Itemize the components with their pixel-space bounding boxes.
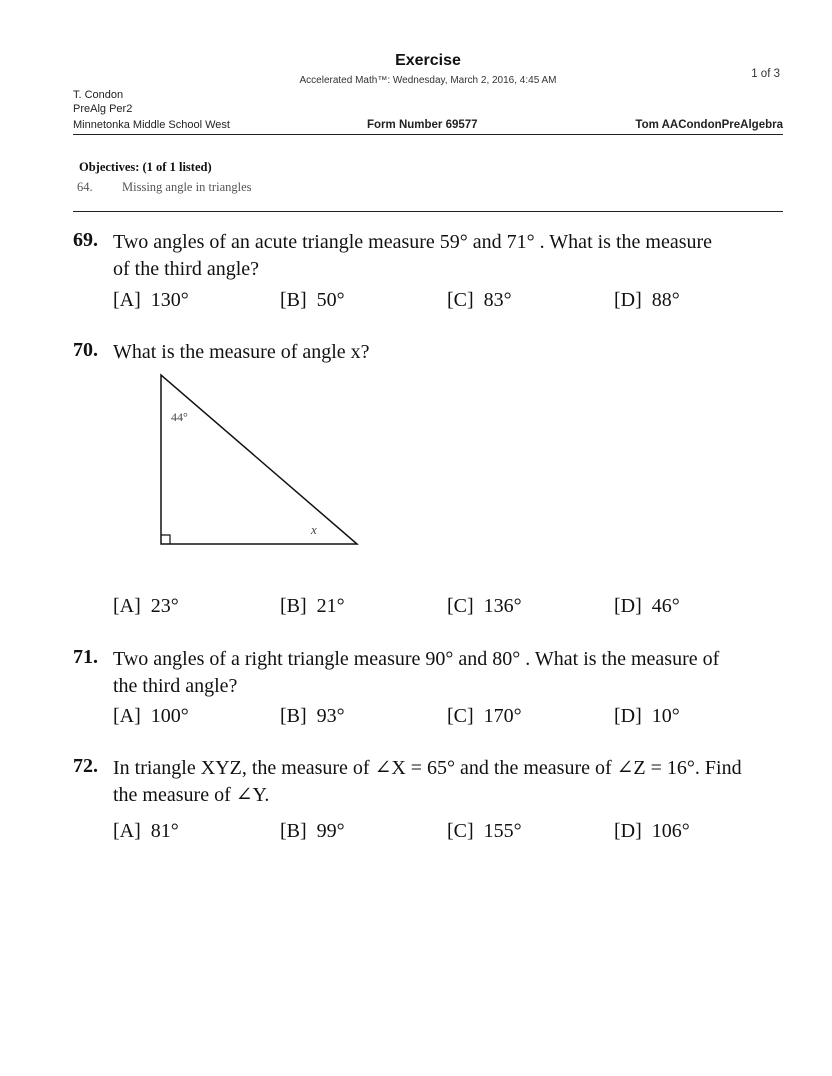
- choice-a[interactable]: [113, 820, 179, 843]
- choice-label: [D]: [614, 820, 642, 842]
- choice-c[interactable]: [447, 705, 522, 728]
- question-number-69: 69.: [73, 229, 98, 251]
- question-text-line: Two angles of a right triangle measure 90° and 80° . What is the measure of: [113, 648, 720, 670]
- choice-a[interactable]: [113, 595, 179, 618]
- choice-d[interactable]: [614, 595, 680, 618]
- choice-label: [A]: [113, 595, 141, 617]
- page-subtitle: Accelerated Math™: Wednesday, March 2, 2016, 4:45 AM: [299, 75, 557, 86]
- question-text-71: [113, 646, 783, 700]
- choice-c[interactable]: [447, 595, 522, 618]
- objectives-title: Objectives: (1 of 1 listed): [79, 160, 212, 174]
- choice-value: 88°: [651, 289, 680, 311]
- choice-value: 106°: [651, 820, 690, 842]
- choice-b[interactable]: [280, 705, 345, 728]
- choice-value: 23°: [150, 595, 179, 617]
- choice-value: 46°: [651, 595, 680, 617]
- triangle-diagram: [150, 370, 370, 555]
- question-text-line: What is the measure of angle x?: [113, 341, 370, 363]
- choice-label: [C]: [447, 289, 474, 311]
- choice-c[interactable]: [447, 289, 512, 312]
- choice-value: 170°: [483, 705, 522, 727]
- choice-value: 81°: [150, 820, 179, 842]
- objective-text: Missing angle in triangles: [122, 180, 252, 194]
- header-divider: [73, 134, 783, 135]
- choice-label: [C]: [447, 705, 474, 727]
- choice-label: [A]: [113, 820, 141, 842]
- choice-label: [D]: [614, 289, 642, 311]
- question-text-69: [113, 229, 783, 283]
- choice-label: [B]: [280, 289, 307, 311]
- form-number: Form Number 69577: [367, 119, 478, 131]
- question-number-70: 70.: [73, 339, 98, 361]
- triangle-shape: [161, 375, 357, 544]
- choice-value: 130°: [150, 289, 189, 311]
- choice-value: 155°: [483, 820, 522, 842]
- choice-d[interactable]: [614, 820, 690, 843]
- question-text-line: the measure of ∠Y.: [113, 784, 270, 806]
- choice-value: 50°: [316, 289, 345, 311]
- choice-a[interactable]: [113, 289, 189, 312]
- choice-label: [D]: [614, 595, 642, 617]
- course-name: Tom AACondonPreAlgebra: [635, 119, 783, 131]
- question-text-70: [113, 339, 783, 366]
- choice-label: [B]: [280, 705, 307, 727]
- class-period: PreAlg Per2: [73, 103, 133, 115]
- right-angle-marker: [161, 535, 170, 544]
- question-text-line: the third angle?: [113, 675, 238, 697]
- objectives-divider: [73, 211, 783, 212]
- x-angle-label: x: [311, 522, 317, 537]
- objective-number: 64.: [77, 180, 93, 194]
- choice-label: [B]: [280, 820, 307, 842]
- page-title: Exercise: [395, 52, 461, 69]
- choice-label: [A]: [113, 289, 141, 311]
- choice-b[interactable]: [280, 595, 345, 618]
- choice-value: 136°: [483, 595, 522, 617]
- choice-label: [B]: [280, 595, 307, 617]
- question-text-line: Two angles of an acute triangle measure 59° and 71° . What is the measure: [113, 231, 713, 253]
- question-number-72: 72.: [73, 755, 98, 777]
- choice-label: [C]: [447, 595, 474, 617]
- question-number-71: 71.: [73, 646, 98, 668]
- choice-d[interactable]: [614, 289, 680, 312]
- choice-value: 10°: [651, 705, 680, 727]
- choice-a[interactable]: [113, 705, 189, 728]
- choice-value: 99°: [316, 820, 345, 842]
- teacher-name: T. Condon: [73, 89, 124, 101]
- choice-value: 21°: [316, 595, 345, 617]
- choice-label: [D]: [614, 705, 642, 727]
- choice-value: 100°: [150, 705, 189, 727]
- school-name: Minnetonka Middle School West: [73, 119, 230, 131]
- question-text-line: of the third angle?: [113, 258, 260, 280]
- choice-label: [C]: [447, 820, 474, 842]
- choice-d[interactable]: [614, 705, 680, 728]
- choice-value: 83°: [483, 289, 512, 311]
- question-text-line: In triangle XYZ, the measure of ∠X = 65° and the measure of ∠Z = 16°. Find: [113, 757, 742, 779]
- top-angle-label: 44°: [171, 410, 188, 424]
- choice-c[interactable]: [447, 820, 522, 843]
- choice-value: 93°: [316, 705, 345, 727]
- question-text-72: [113, 755, 783, 809]
- choice-b[interactable]: [280, 820, 345, 843]
- choice-label: [A]: [113, 705, 141, 727]
- page-indicator: 1 of 3: [751, 68, 780, 80]
- choice-b[interactable]: [280, 289, 345, 312]
